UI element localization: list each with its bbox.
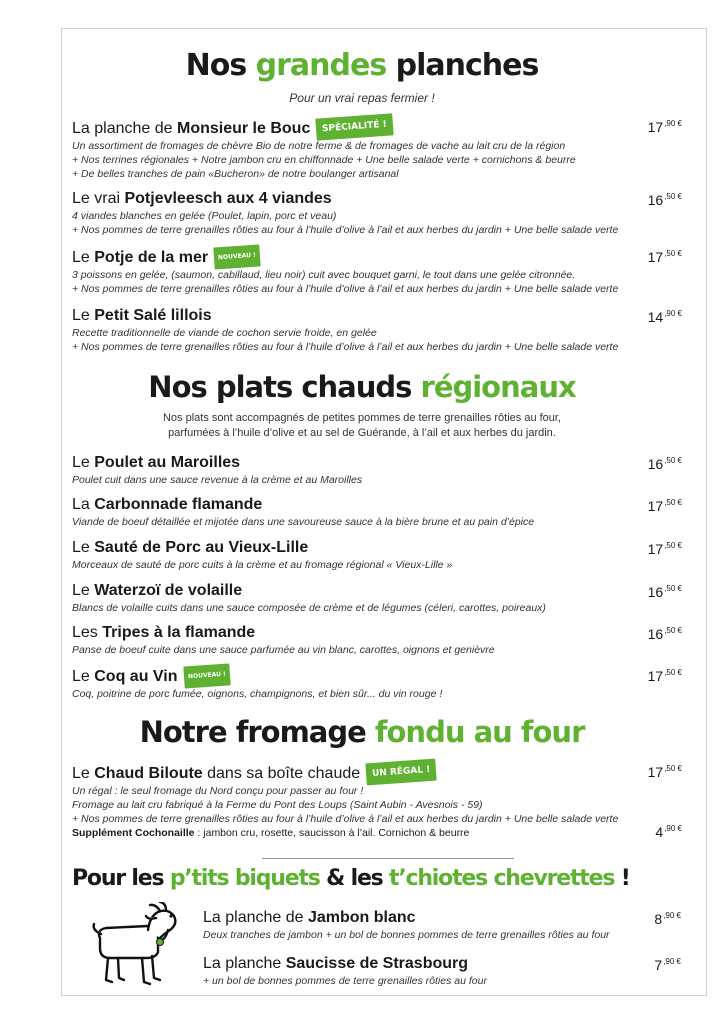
item-name-bold: Waterzoï de volaille	[94, 582, 243, 599]
item-desc: Blancs de volaille cuits dans une sauce composée de crème et de légumes (céleri, carottes, poireaux)	[72, 602, 546, 614]
planches-title-part: planches	[386, 48, 539, 83]
enfants-title-part: !	[614, 866, 630, 891]
fromage-title-part: Notre fromage	[139, 715, 375, 749]
supplement-label: Supplément Cochonaille	[72, 827, 195, 839]
item-desc: Poulet cuit dans une sauce revenue à la crème et au Maroilles	[72, 474, 363, 486]
item-desc: + Nos pommes de terre grenailles rôties au four à l’huile d’olive à l’ail et aux herbes du jardin + Une belle salade verte	[72, 341, 619, 353]
item-desc: 4 viandes blanches en gelée (Poulet, lapin, porc et veau)	[72, 210, 337, 222]
item-name: Les	[72, 624, 103, 641]
item-price: $17^{,50 €}$	[647, 498, 682, 514]
menu-item-carbonnade	[72, 495, 682, 529]
supplement-cochonaille	[72, 826, 682, 840]
planches-title	[0, 48, 724, 83]
item-name-bold: Potje de la mer	[94, 249, 209, 266]
item-name: Le vrai	[72, 190, 125, 207]
chauds-title-accent: régionaux	[420, 370, 576, 404]
enfants-title-part: &	[319, 866, 351, 891]
item-price: $16^{,50 €}$	[647, 626, 682, 642]
menu-item-poulet-maroilles	[72, 453, 682, 487]
enfants-title	[72, 866, 630, 891]
menu-item-potjevleesch	[72, 189, 682, 237]
item-name-bold: Sauté de Porc au Vieux-Lille	[94, 539, 309, 556]
item-name-bold: Jambon blanc	[307, 909, 416, 926]
menu-item-saute-porc	[72, 538, 682, 572]
item-name: La	[72, 496, 95, 513]
item-name-bold: Saucisse de Strasbourg	[285, 955, 469, 972]
item-desc: + Nos pommes de terre grenailles rôties au four à l’huile d’olive à l’ail et aux herbes du jardin + Une belle salade verte	[72, 224, 619, 236]
item-desc: Deux tranches de jambon + un bol de bonnes pommes de terre grenailles rôties au four	[203, 929, 610, 941]
planches-title-part: Nos	[185, 48, 256, 83]
item-price: $17^{,50 €}$	[647, 764, 682, 780]
item-name-bold: Carbonnade flamande	[94, 496, 263, 513]
item-name: Le	[72, 582, 95, 599]
item-name-bold: Potjevleesch aux 4 viandes	[124, 190, 332, 207]
item-price: $17^{,50 €}$	[647, 541, 682, 557]
supplement-text: : jambon cru, rosette, saucisson à l’ail. Cornichon & beurre	[194, 827, 470, 839]
item-name: La planche de	[203, 909, 308, 926]
enfants-title-part: les	[350, 866, 390, 891]
item-price: $16^{,50 €}$	[647, 584, 682, 600]
item-price: $14^{,90 €}$	[647, 309, 682, 325]
item-desc: + De belles tranches de pain «Bucheron» de notre boulanger artisanal	[72, 168, 399, 180]
item-desc: Viande de boeuf détaillée et mijotée dans une savoureuse sauce à la bière brune et au pain d’épice	[72, 516, 535, 528]
chauds-intro-1: Nos plats sont accompagnés de petites pommes de terre grenailles rôties au four,	[162, 412, 562, 424]
item-desc: + un bol de bonnes pommes de terre grenailles rôties au four	[203, 975, 487, 987]
item-name: La planche	[203, 955, 286, 972]
item-name-bold: Monsieur le Bouc	[176, 120, 311, 137]
item-price: $17^{,90 €}$	[647, 119, 682, 135]
enfants-title-part: Pour les	[72, 866, 170, 891]
item-name-bold: Tripes à la flamande	[102, 624, 256, 641]
menu-item-coq-au-vin	[72, 665, 682, 701]
enfants-title-accent: t’chiotes chevrettes	[389, 866, 615, 891]
item-name-bold: Coq au Vin	[94, 668, 178, 685]
item-name: Le	[72, 668, 95, 685]
planches-subtitle: Pour un vrai repas fermier !	[289, 91, 435, 105]
item-desc: + Nos terrines régionales + Notre jambon cru en chiffonnade + Une belle salade verte + cornichons & beurre	[72, 154, 576, 166]
item-desc: Recette traditionnelle de viande de cochon servie froide, en gelée	[72, 327, 377, 339]
item-name: Le	[72, 249, 95, 266]
item-name: Le	[72, 765, 95, 782]
item-name-bold: Petit Salé lillois	[94, 307, 212, 324]
item-desc: + Nos pommes de terre grenailles rôties au four à l’huile d’olive à l’ail et aux herbes du jardin + Une belle salade verte	[72, 813, 619, 825]
item-price: $17^{,50 €}$	[647, 249, 682, 265]
planches-title-accent: grandes	[255, 48, 387, 83]
item-name-bold: Chaud Biloute	[94, 765, 203, 782]
item-name-bold: Poulet au Maroilles	[94, 454, 241, 471]
menu-item-chaud-biloute	[72, 761, 682, 826]
item-price: $16^{,50 €}$	[647, 192, 682, 208]
item-desc: + Nos pommes de terre grenailles rôties au four à l’huile d’olive à l’ail et aux herbes du jardin + Une belle salade verte	[72, 283, 619, 295]
item-name: Le	[72, 454, 95, 471]
specialite-badge: SPÉCIALITÉ !	[316, 113, 394, 140]
item-name-suffix: dans sa boîte chaude	[202, 765, 361, 782]
menu-item-tripes	[72, 623, 682, 657]
item-desc: 3 poissons en gelée, (saumon, cabillaud, lieu noir) cuit avec bouquet garni, le tout dans une gelée citronnée.	[72, 269, 576, 281]
chauds-title	[0, 370, 724, 404]
item-desc: Un assortiment de fromages de chèvre Bio de notre ferme & de fromages de vache au lait cru de la région	[72, 140, 566, 152]
chauds-title-part: Nos plats chauds	[148, 370, 421, 404]
item-desc: Un régal : le seul fromage du Nord conçu pour passer au four !	[72, 785, 364, 797]
item-desc: Fromage au lait cru fabriqué à la Ferme du Pont des Loups (Saint Aubin - Avesnois - 59)	[72, 799, 483, 811]
divider	[262, 858, 514, 859]
menu-item-potje-mer	[72, 246, 682, 296]
item-desc: Morceaux de sauté de porc cuits à la crème et au fromage régional « Vieux-Lille »	[72, 559, 453, 571]
nouveau-badge: NOUVEAU !	[213, 244, 260, 269]
chauds-intro-2: parfumées à l’huile d’olive et au sel de Guérande, à l’ail et aux herbes du jardin.	[168, 427, 556, 439]
item-desc: Coq, poitrine de porc fumée, oignons, champignons, et bien sûr... du vin rouge !	[72, 688, 443, 700]
regal-badge: UN RÉGAL !	[365, 759, 437, 786]
menu-item-planche-bouc	[72, 116, 682, 181]
fromage-title-accent: fondu au four	[374, 715, 585, 749]
menu-item-jambon-blanc	[203, 908, 681, 942]
goat-icon	[86, 902, 182, 992]
menu-item-saucisse-strasbourg	[203, 954, 681, 988]
item-name: Le	[72, 539, 95, 556]
fromage-title	[0, 715, 724, 749]
nouveau-badge: NOUVEAU !	[183, 663, 230, 688]
item-name: Le	[72, 307, 95, 324]
item-name: La planche de	[72, 120, 177, 137]
item-price: $16^{,50 €}$	[647, 456, 682, 472]
item-price: $8^{,90 €}$	[654, 911, 681, 927]
menu-item-petit-sale	[72, 306, 682, 354]
enfants-title-accent: p’tits biquets	[169, 866, 320, 891]
supplement-price: $4^{,90 €}$	[655, 824, 682, 840]
item-price: $7^{,90 €}$	[654, 957, 681, 973]
item-desc: Panse de boeuf cuite dans une sauce parfumée au vin blanc, carottes, oignons et genièvre	[72, 644, 495, 656]
menu-item-waterzoi	[72, 581, 682, 615]
item-price: $17^{,50 €}$	[647, 668, 682, 684]
